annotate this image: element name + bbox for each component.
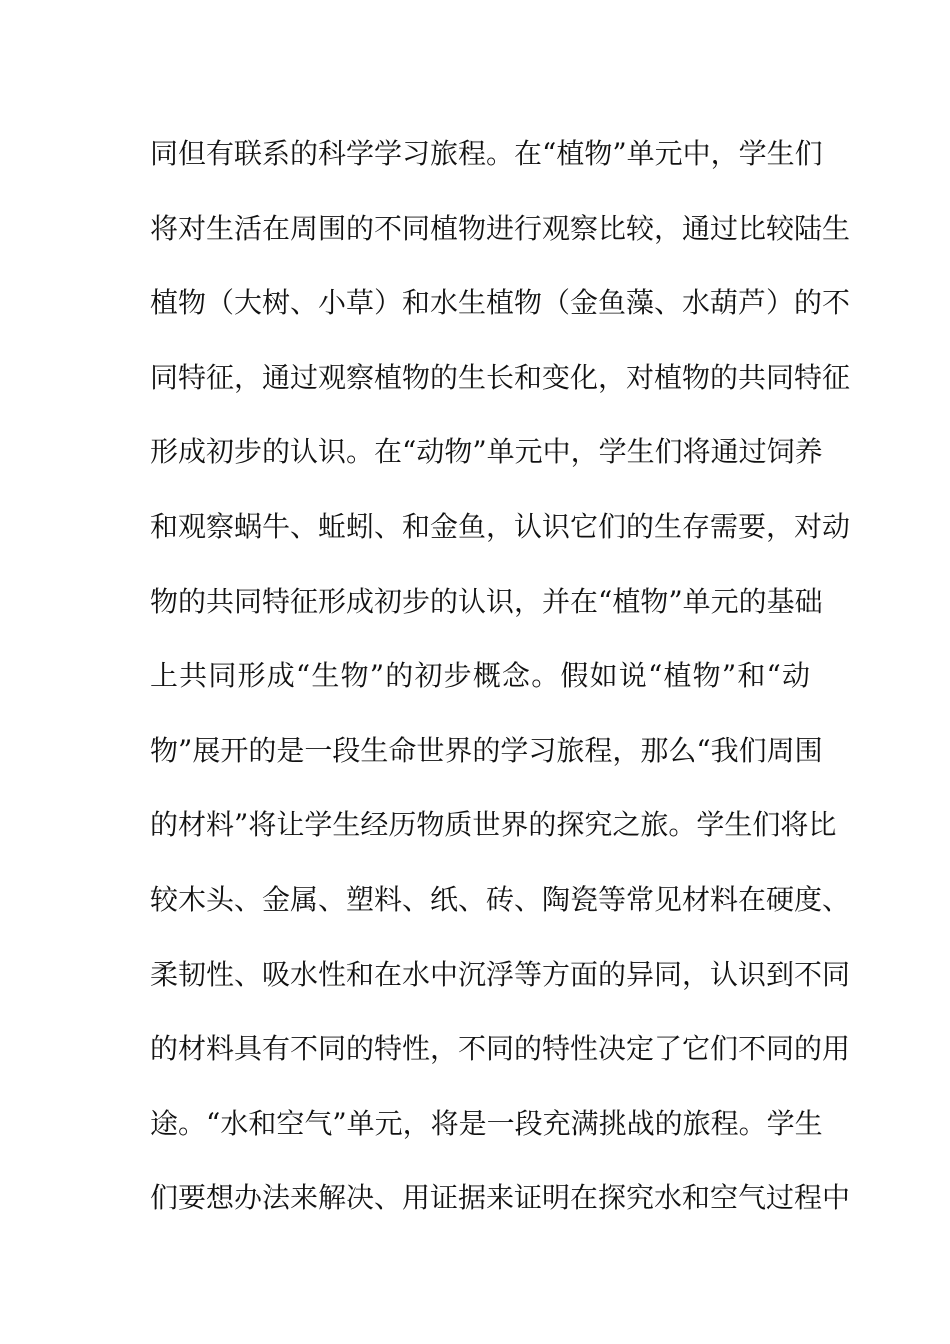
text-line-10: 的材料”将让学生经历物质世界的探究之旅。学生们将比 — [150, 808, 837, 842]
text-line-4: 同特征，通过观察植物的生长和变化，对植物的共同特征 — [150, 360, 851, 394]
text-line-14: 途。“水和空气”单元，将是一段充满挑战的旅程。学生 — [150, 1106, 823, 1140]
text-line-2: 将对生活在周围的不同植物进行观察比较，通过比较陆生 — [150, 211, 851, 245]
text-line-12: 柔韧性、吸水性和在水中沉浮等方面的异同，认识到不同 — [150, 957, 851, 991]
text-line-9: 物”展开的是一段生命世界的学习旅程，那么“我们周围 — [150, 733, 823, 767]
text-line-13: 的材料具有不同的特性，不同的特性决定了它们不同的用 — [150, 1032, 851, 1066]
text-line-7: 物的共同特征形成初步的认识，并在“植物”单元的基础 — [150, 584, 823, 618]
body-text — [150, 128, 851, 1247]
text-line-3: 植物（大树、小草）和水生植物（金鱼藻、水葫芦）的不 — [150, 286, 851, 320]
text-line-5: 形成初步的认识。在“动物”单元中，学生们将通过饲养 — [150, 435, 823, 469]
text-line-11: 较木头、金属、塑料、纸、砖、陶瓷等常见材料在硬度、 — [150, 882, 851, 916]
text-line-8: 上共同形成“生物”的初步概念。假如说“植物”和“动 — [150, 659, 810, 693]
text-line-6: 和观察蜗牛、蚯蚓、和金鱼，认识它们的生存需要，对动 — [150, 509, 851, 543]
text-line-1: 同但有联系的科学学习旅程。在“植物”单元中，学生们 — [150, 137, 823, 170]
text-line-15: 们要想办法来解决、用证据来证明在探究水和空气过程中 — [150, 1181, 851, 1215]
